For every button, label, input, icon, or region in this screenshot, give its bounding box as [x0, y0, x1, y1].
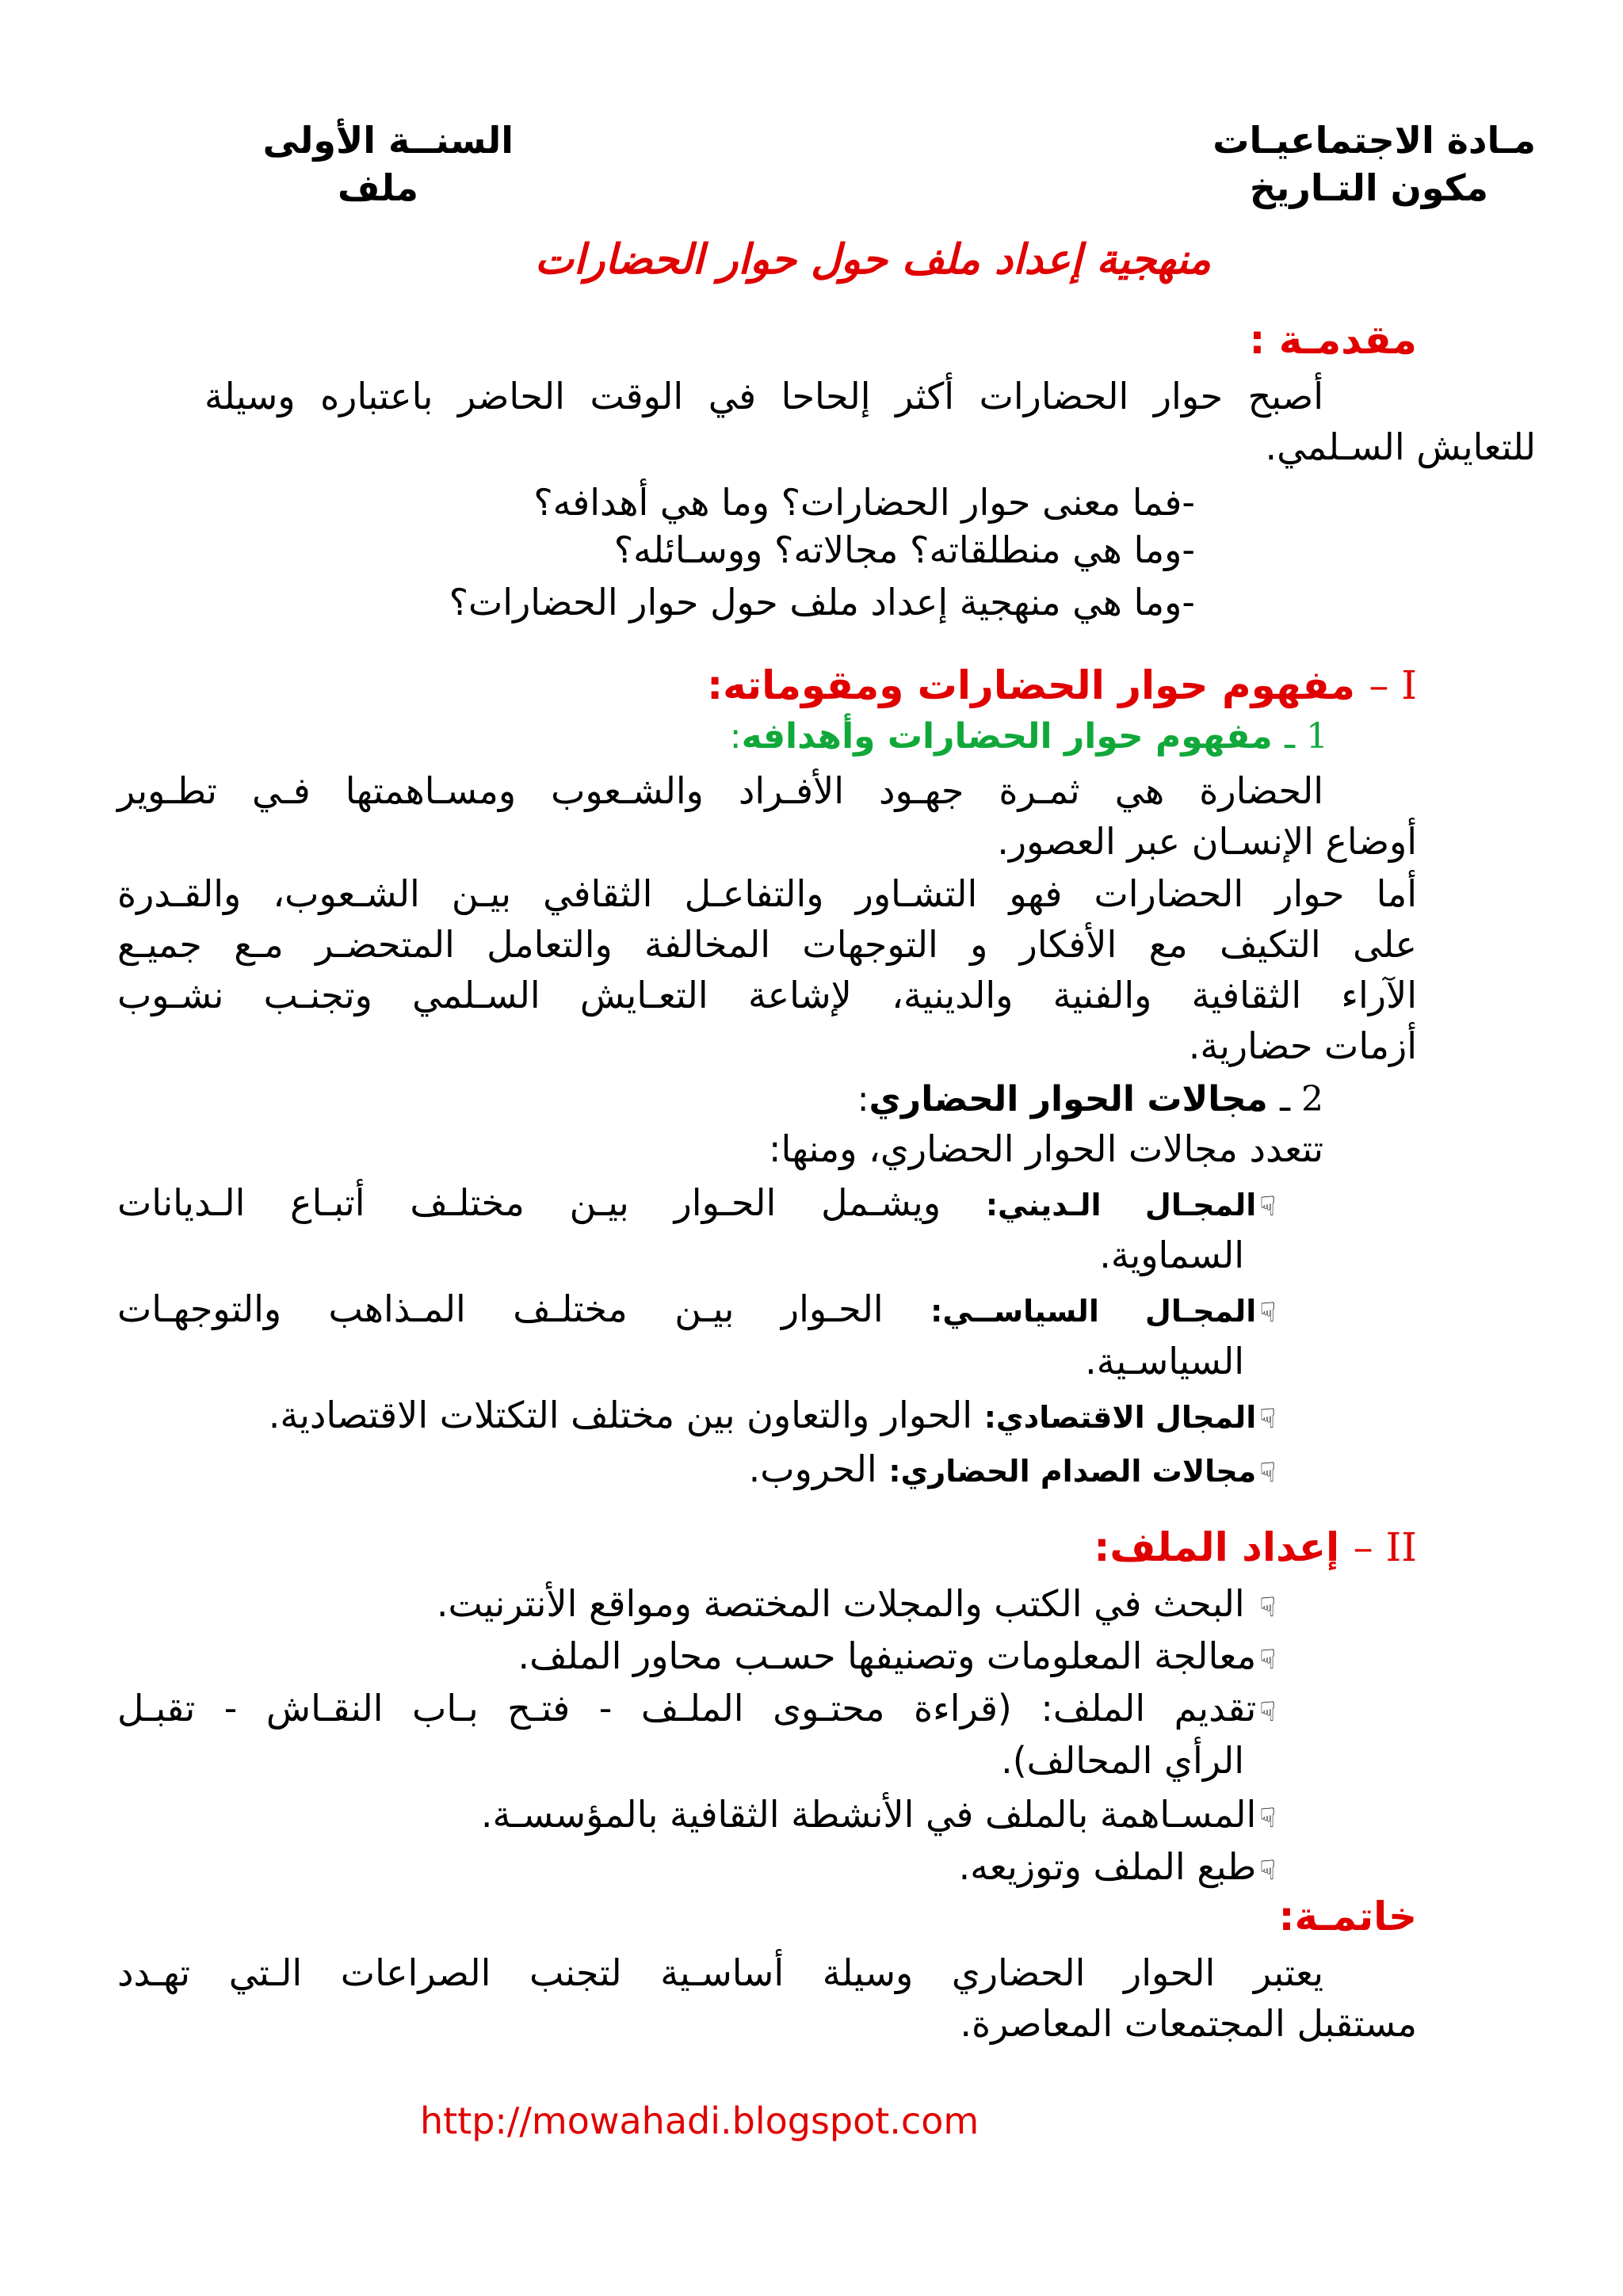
subject-label: مـادة الاجتماعيـات [1212, 119, 1536, 162]
subsection-1-title: مفهوم حوار الحضارات وأهدافه [741, 716, 1273, 757]
domain-item-religious [117, 1177, 1276, 1232]
step-item-presentation-cont: الرأي المحالف). [1001, 1739, 1244, 1782]
section-2-heading [1094, 1524, 1417, 1570]
subsection-1-colon: : [729, 716, 742, 757]
definition-line-1: الحضارة هي ثمـرة جهـود الأفـراد والشـعوب ومسـاهمتها فـي تطـوير [117, 769, 1323, 812]
step-item-contribution [481, 1789, 1276, 1844]
domain-item-political [117, 1283, 1276, 1338]
domain-text: الحوار والتعاون بين مختلف التكتلات الاقتصادية. [268, 1394, 973, 1436]
domain-text: الحروب. [748, 1447, 877, 1490]
conclusion-heading: خاتمـة: [1278, 1894, 1417, 1939]
domain-item-clash [749, 1444, 1276, 1498]
intro-question-2: -وما هي منطلقاته؟ مجالاته؟ ووسـائله؟ [613, 528, 1195, 571]
intro-line-2: للتعايش السـلمي. [1265, 425, 1536, 468]
pointing-hand-icon: ☟ [1259, 1592, 1276, 1623]
intro-question-3: -وما هي منهجية إعداد ملف حول حوار الحضارات؟ [449, 581, 1195, 624]
pointing-hand-icon: ☟ [1259, 1644, 1276, 1676]
subsection-1-number: 1 ـ [1285, 716, 1328, 757]
component-label: مكون التـاريخ [1249, 166, 1488, 209]
domain-label: المجـال الـديني: [985, 1188, 1257, 1222]
step-text: المسـاهمة بالملف في الأنشطة الثقافية بالمؤسسـة. [480, 1793, 1257, 1836]
domain-label: المجال الاقتصادي: [983, 1400, 1257, 1435]
domain-text: الحـوار بيـن مختلـف المـذاهب والتوجهـات [117, 1287, 884, 1330]
domain-item-political-cont: السياسـية. [1085, 1340, 1244, 1383]
step-item-printing [959, 1841, 1276, 1896]
subsection-1-heading [730, 716, 1328, 757]
step-text: البحث في الكتب والمجلات المختصة ومواقع الأنترنيت. [436, 1582, 1245, 1625]
subsection-2-heading [857, 1074, 1323, 1125]
step-item-processing [518, 1630, 1276, 1685]
domain-text: ويشـمل الحـوار بيـن مختلـف أتبـاع الـديانات [117, 1181, 941, 1224]
page-title: منهجية إعداد ملف حول حوار الحضارات [534, 236, 1211, 284]
pointing-hand-icon: ☟ [1259, 1297, 1277, 1329]
step-text: تقديم الملف: (قراءة محتـوى الملـف - فتـح بـاب النقـاش - تقبـل [117, 1687, 1257, 1730]
blog-url-link[interactable]: http://mowahadi.blogspot.com [420, 2100, 980, 2142]
pointing-hand-icon: ☟ [1259, 1802, 1276, 1834]
step-item-presentation [117, 1683, 1276, 1737]
dialogue-line-4: أزمات حضارية. [1188, 1024, 1417, 1067]
step-item-research [437, 1578, 1276, 1633]
pointing-hand-icon: ☟ [1259, 1855, 1276, 1886]
file-label: ملف [337, 166, 418, 209]
conclusion-line-2: مستقبل المجتمعات المعاصرة. [960, 2002, 1417, 2045]
pointing-hand-icon: ☟ [1259, 1403, 1276, 1435]
intro-question-1: -فما معنى حوار الحضارات؟ وما هي أهدافه؟ [533, 481, 1195, 524]
dialogue-line-1: أما حوار الحضارات فهو التشـاور والتفاعـل الثقافي بيـن الشـعوب، والقـدرة [117, 872, 1417, 915]
pointing-hand-icon: ☟ [1259, 1696, 1276, 1728]
subsection-2-colon: : [857, 1079, 869, 1119]
dialogue-line-3: الآراء الثقافية والفنية والدينية، لإشاعة التعـايش السـلمي وتجنـب نشـوب [117, 974, 1417, 1016]
section-2-numeral: II – [1353, 1524, 1417, 1570]
year-label: السنــة الأولى [262, 119, 514, 162]
domain-item-economic [269, 1390, 1276, 1444]
section-1-title: مفهوم حوار الحضارات ومقوماته: [707, 662, 1355, 708]
subsection-2-title: مجالات الحوار الحضاري [869, 1079, 1268, 1119]
domain-item-religious-cont: السماوية. [1099, 1234, 1244, 1276]
section-2-title: إعداد الملف: [1094, 1524, 1340, 1570]
step-text: طبع الملف وتوزيعه. [958, 1845, 1257, 1888]
conclusion-line-1: يعتبر الحوار الحضاري وسيلة أساسـية لتجنب الصراعات الـتي تهـدد [117, 1951, 1323, 1994]
dialogue-line-2: على التكيف مع الأفكار و التوجهات المخالفة والتعامل المتحضـر مـع جميـع [117, 923, 1417, 966]
domain-label: مجالات الصدام الحضاري: [888, 1454, 1257, 1489]
domains-lead: تتعدد مجالات الحوار الحضاري، ومنها: [768, 1127, 1323, 1170]
domain-label: المجـال السياســي: [930, 1294, 1257, 1329]
pointing-hand-icon: ☟ [1259, 1457, 1276, 1489]
intro-line-1: أصبح حوار الحضارات أكثر إلحاحا في الوقت الحاضر باعتباره وسيلة [204, 375, 1323, 418]
subsection-2-number: 2 ـ [1280, 1079, 1323, 1119]
section-1-heading [707, 662, 1417, 708]
definition-line-2: أوضاع الإنسـان عبر العصور. [997, 820, 1417, 863]
section-1-numeral: I – [1369, 662, 1417, 708]
intro-heading: مقدمـة : [1249, 317, 1417, 363]
pointing-hand-icon: ☟ [1259, 1191, 1276, 1222]
step-text: معالجة المعلومات وتصنيفها حسـب محاور الملف. [517, 1634, 1257, 1677]
